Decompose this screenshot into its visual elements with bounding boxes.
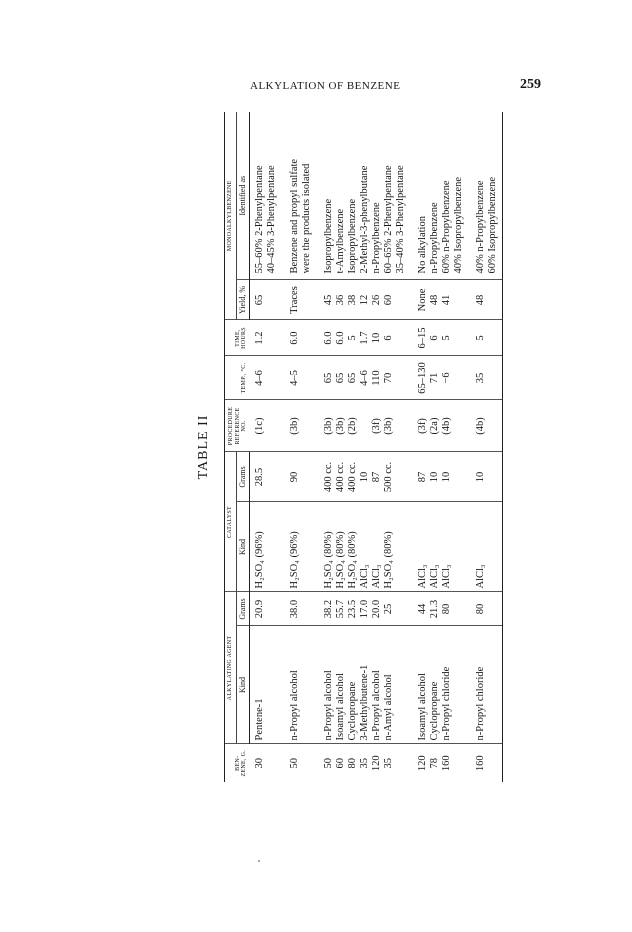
- header-temp: TEMP., °C.: [225, 356, 250, 400]
- table-row: [465, 112, 503, 782]
- cell-identified: [441, 112, 465, 280]
- ident-line: n-Propylbenzene: [429, 202, 441, 274]
- cell-benzene: 160: [465, 744, 503, 782]
- header-catalyst-grams: Grams: [236, 452, 250, 502]
- cell-catalyst-grams: 10: [429, 452, 441, 502]
- cell-time: 5: [465, 320, 503, 356]
- cell-yield: 60: [383, 280, 407, 320]
- cell-time: 1.2: [250, 320, 279, 356]
- cell-agent: n-Amyl alcohol: [383, 626, 407, 744]
- cell-catalyst-grams: 87: [407, 452, 429, 502]
- cell-catalyst: H₂SO₄ (80%): [347, 502, 359, 592]
- ident-line: 2-Methyl-3-phenylbutane: [358, 165, 370, 274]
- cell-identified: [250, 112, 279, 280]
- cell-catalyst: H₂SO₄ (96%): [250, 502, 279, 592]
- cell-procedure: (4b): [441, 400, 465, 452]
- cell-time: 1.7: [359, 320, 371, 356]
- cell-agent-grams: 80: [465, 592, 503, 626]
- cell-time: 5: [347, 320, 359, 356]
- ident-line: n-Propylbenzene: [370, 202, 382, 274]
- header-catalyst-kind: Kind: [236, 502, 250, 592]
- cell-catalyst: AlCl₃: [359, 502, 371, 592]
- cell-temp: 4–5: [279, 356, 313, 400]
- cell-yield: 36: [335, 280, 347, 320]
- cell-catalyst-grams: 28.5: [250, 452, 279, 502]
- cell-yield: 26: [371, 280, 383, 320]
- cell-agent-grams: 38.2: [313, 592, 335, 626]
- header-agent-kind: Kind: [236, 626, 250, 744]
- cell-temp: 65: [313, 356, 335, 400]
- ident-line: 40% n-Propylbenzene: [475, 180, 487, 274]
- cell-catalyst: H₂SO₄ (80%): [383, 502, 407, 592]
- cell-catalyst-grams: 10: [359, 452, 371, 502]
- cell-benzene: 160: [441, 755, 453, 772]
- cell-time: 6–15: [407, 320, 429, 356]
- cell-temp: 65: [347, 356, 359, 400]
- cell-agent-grams: 23.5: [347, 592, 359, 626]
- header-row-group: [225, 112, 237, 782]
- table-row: [383, 112, 407, 782]
- cell-yield: 41: [441, 280, 465, 320]
- table-title: TABLE II: [196, 414, 211, 480]
- cell-identified: [347, 112, 359, 280]
- cell-time: 6: [429, 320, 441, 356]
- table-row: [441, 112, 465, 782]
- cell-agent-grams: 17.0: [359, 592, 371, 626]
- cell-time: 10: [371, 320, 383, 356]
- cell-benzene: 78: [429, 758, 441, 769]
- header-procedure-ref: PROCEDURE REFERENCE NO.: [225, 400, 250, 452]
- cell-identified: [313, 112, 335, 280]
- cell-temp: 71: [429, 356, 441, 400]
- ident-line: 60–65% 2-Phenylpentane: [382, 165, 394, 274]
- ident-line: t-Amylbenzene: [334, 208, 346, 274]
- header-monoalkylbenzene: MONOALKYLBENZENE: [225, 112, 237, 320]
- cell-yield: 45: [313, 280, 335, 320]
- header-identified-as: Identified as: [236, 112, 250, 280]
- cell-yield: 48: [429, 280, 441, 320]
- ident-line: 55–60% 2-Phenylpentane: [254, 165, 266, 274]
- cell-catalyst: AlCl₃: [371, 502, 383, 592]
- cell-agent-grams: 44: [407, 592, 429, 626]
- header-yield: Yield, %: [236, 280, 250, 320]
- header-benzene: BEN-ZENE, G.: [225, 744, 250, 782]
- cell-catalyst: H₂SO₄ (96%): [279, 502, 313, 592]
- cell-benzene: 50: [322, 758, 334, 769]
- cell-benzene: 120: [417, 755, 429, 772]
- cell-benzene: 50: [288, 758, 300, 769]
- cell-catalyst-grams: 400 cc.: [347, 452, 359, 502]
- cell-agent-grams: 20.0: [371, 592, 383, 626]
- cell-procedure: (3b): [335, 400, 347, 452]
- cell-benzene: 30: [253, 758, 265, 769]
- cell-benzene: 60: [334, 758, 346, 769]
- alkylation-data-table: [224, 112, 503, 782]
- cell-catalyst: AlCl₃: [407, 502, 429, 592]
- cell-catalyst-grams: 400 cc.: [335, 452, 347, 502]
- table-row: [279, 112, 313, 782]
- cell-temp: 35: [465, 356, 503, 400]
- cell-agent: Cyclopropane: [429, 626, 441, 744]
- table-row: [429, 112, 441, 782]
- cell-agent: Isoamyl alcohol: [335, 626, 347, 744]
- header-agent-grams: Grams: [236, 592, 250, 626]
- cell-identified: [429, 112, 441, 280]
- rotated-table-region: [190, 112, 520, 782]
- cell-yield: None: [407, 280, 429, 320]
- page-number: 259: [520, 77, 541, 92]
- cell-catalyst: AlCl₃: [441, 502, 465, 592]
- cell-time: 5: [441, 320, 465, 356]
- header-catalyst: CATALYST: [225, 452, 237, 592]
- table-row: [335, 112, 347, 782]
- cell-yield: 12: [359, 280, 371, 320]
- cell-catalyst-grams: 500 cc.: [383, 452, 407, 502]
- table-row: [407, 112, 429, 782]
- cell-catalyst-grams: 400 cc.: [313, 452, 335, 502]
- cell-identified: [279, 112, 313, 280]
- cell-agent-grams: 55.7: [335, 592, 347, 626]
- cell-benzene: 120: [370, 755, 382, 772]
- cell-benzene: 80: [346, 758, 358, 769]
- rotated-table: [190, 112, 520, 782]
- table-row: [371, 112, 383, 782]
- cell-identified: [359, 112, 371, 280]
- table-row: [313, 112, 335, 782]
- running-head: ALKYLATION OF BENZENE: [250, 80, 401, 92]
- cell-procedure: (2a): [429, 400, 441, 452]
- cell-agent-grams: 21.3: [429, 592, 441, 626]
- cell-catalyst-grams: 90: [279, 452, 313, 502]
- cell-identified: [407, 112, 429, 280]
- cell-identified: [383, 112, 407, 280]
- cell-catalyst-grams: 87: [371, 452, 383, 502]
- ident-line: 40% Isopropylbenzene: [453, 176, 465, 274]
- cell-agent: n-Propyl alcohol: [313, 626, 335, 744]
- cell-agent: Cyclopropane: [347, 626, 359, 744]
- cell-temp: 110: [371, 356, 383, 400]
- ident-line: Benzene and propyl sulfate: [288, 158, 300, 274]
- cell-yield: 65: [250, 280, 279, 320]
- cell-agent: n-Propyl chloride: [441, 626, 465, 744]
- cell-temp: 4–6: [250, 356, 279, 400]
- ident-line: Isopropylbenzene: [322, 198, 334, 274]
- cell-procedure: (3f): [371, 400, 383, 452]
- cell-yield: 38: [347, 280, 359, 320]
- cell-identified: [465, 112, 503, 280]
- cell-yield: 48: [465, 280, 503, 320]
- cell-yield: Traces: [279, 280, 313, 320]
- cell-catalyst-grams: 10: [465, 452, 503, 502]
- cell-procedure: (1c): [250, 400, 279, 452]
- cell-catalyst: H₂SO₄ (80%): [335, 502, 347, 592]
- ident-line: 35–40% 3-Phenylpentane: [395, 165, 407, 274]
- cell-agent: n-Propyl chloride: [465, 626, 503, 744]
- cell-temp: 65: [335, 356, 347, 400]
- cell-temp: 65–130: [407, 356, 429, 400]
- cell-agent-grams: 20.9: [250, 592, 279, 626]
- cell-agent-grams: 38.0: [279, 592, 313, 626]
- cell-procedure: (2b): [347, 400, 359, 452]
- cell-catalyst: AlCl₃: [465, 502, 503, 592]
- cell-catalyst-grams: 10: [441, 452, 465, 502]
- ident-line: were the products isolated: [300, 163, 312, 274]
- cell-benzene: 35: [358, 758, 370, 769]
- cell-procedure: (3b): [383, 400, 407, 452]
- cell-time: 6: [383, 320, 407, 356]
- cell-procedure: (3f): [407, 400, 429, 452]
- cell-time: 6.0: [335, 320, 347, 356]
- cell-temp: −6: [441, 356, 465, 400]
- cell-time: 6.0: [313, 320, 335, 356]
- cell-agent: Isoamyl alcohol: [407, 626, 429, 744]
- print-speck: [258, 860, 260, 862]
- table-row: [347, 112, 359, 782]
- cell-agent-grams: 80: [441, 592, 465, 626]
- cell-agent: Pentene-1: [250, 626, 279, 744]
- cell-agent: n-Propyl alcohol: [371, 626, 383, 744]
- cell-agent-grams: 25: [383, 592, 407, 626]
- cell-procedure: (4b): [465, 400, 503, 452]
- ident-line: 40–45% 3-Phenylpentane: [266, 165, 278, 274]
- cell-temp: 70: [383, 356, 407, 400]
- cell-temp: 4–6: [359, 356, 371, 400]
- ident-line: Isopropylbenzene: [346, 198, 358, 274]
- cell-procedure: (3b): [313, 400, 335, 452]
- cell-time: 6.0: [279, 320, 313, 356]
- cell-agent: n-Propyl alcohol: [279, 626, 313, 744]
- ident-line: 60% Isopropylbenzene: [487, 176, 499, 274]
- cell-benzene: 35: [382, 758, 394, 769]
- cell-agent: 3-Methylbutene-1: [359, 626, 371, 744]
- header-time: TIME, HOURS: [225, 320, 250, 356]
- cell-catalyst: AlCl₃: [429, 502, 441, 592]
- table-row: [250, 112, 279, 782]
- ident-line: No alkylation: [417, 216, 429, 274]
- cell-catalyst: H₂SO₄ (80%): [313, 502, 335, 592]
- header-alkylating-agent: ALKYLATING AGENT: [225, 592, 237, 744]
- cell-procedure: (3b): [279, 400, 313, 452]
- cell-identified: [335, 112, 347, 280]
- cell-procedure: [359, 400, 371, 452]
- ident-line: 60% n-Propylbenzene: [441, 180, 453, 274]
- table-row: [359, 112, 371, 782]
- cell-identified: [371, 112, 383, 280]
